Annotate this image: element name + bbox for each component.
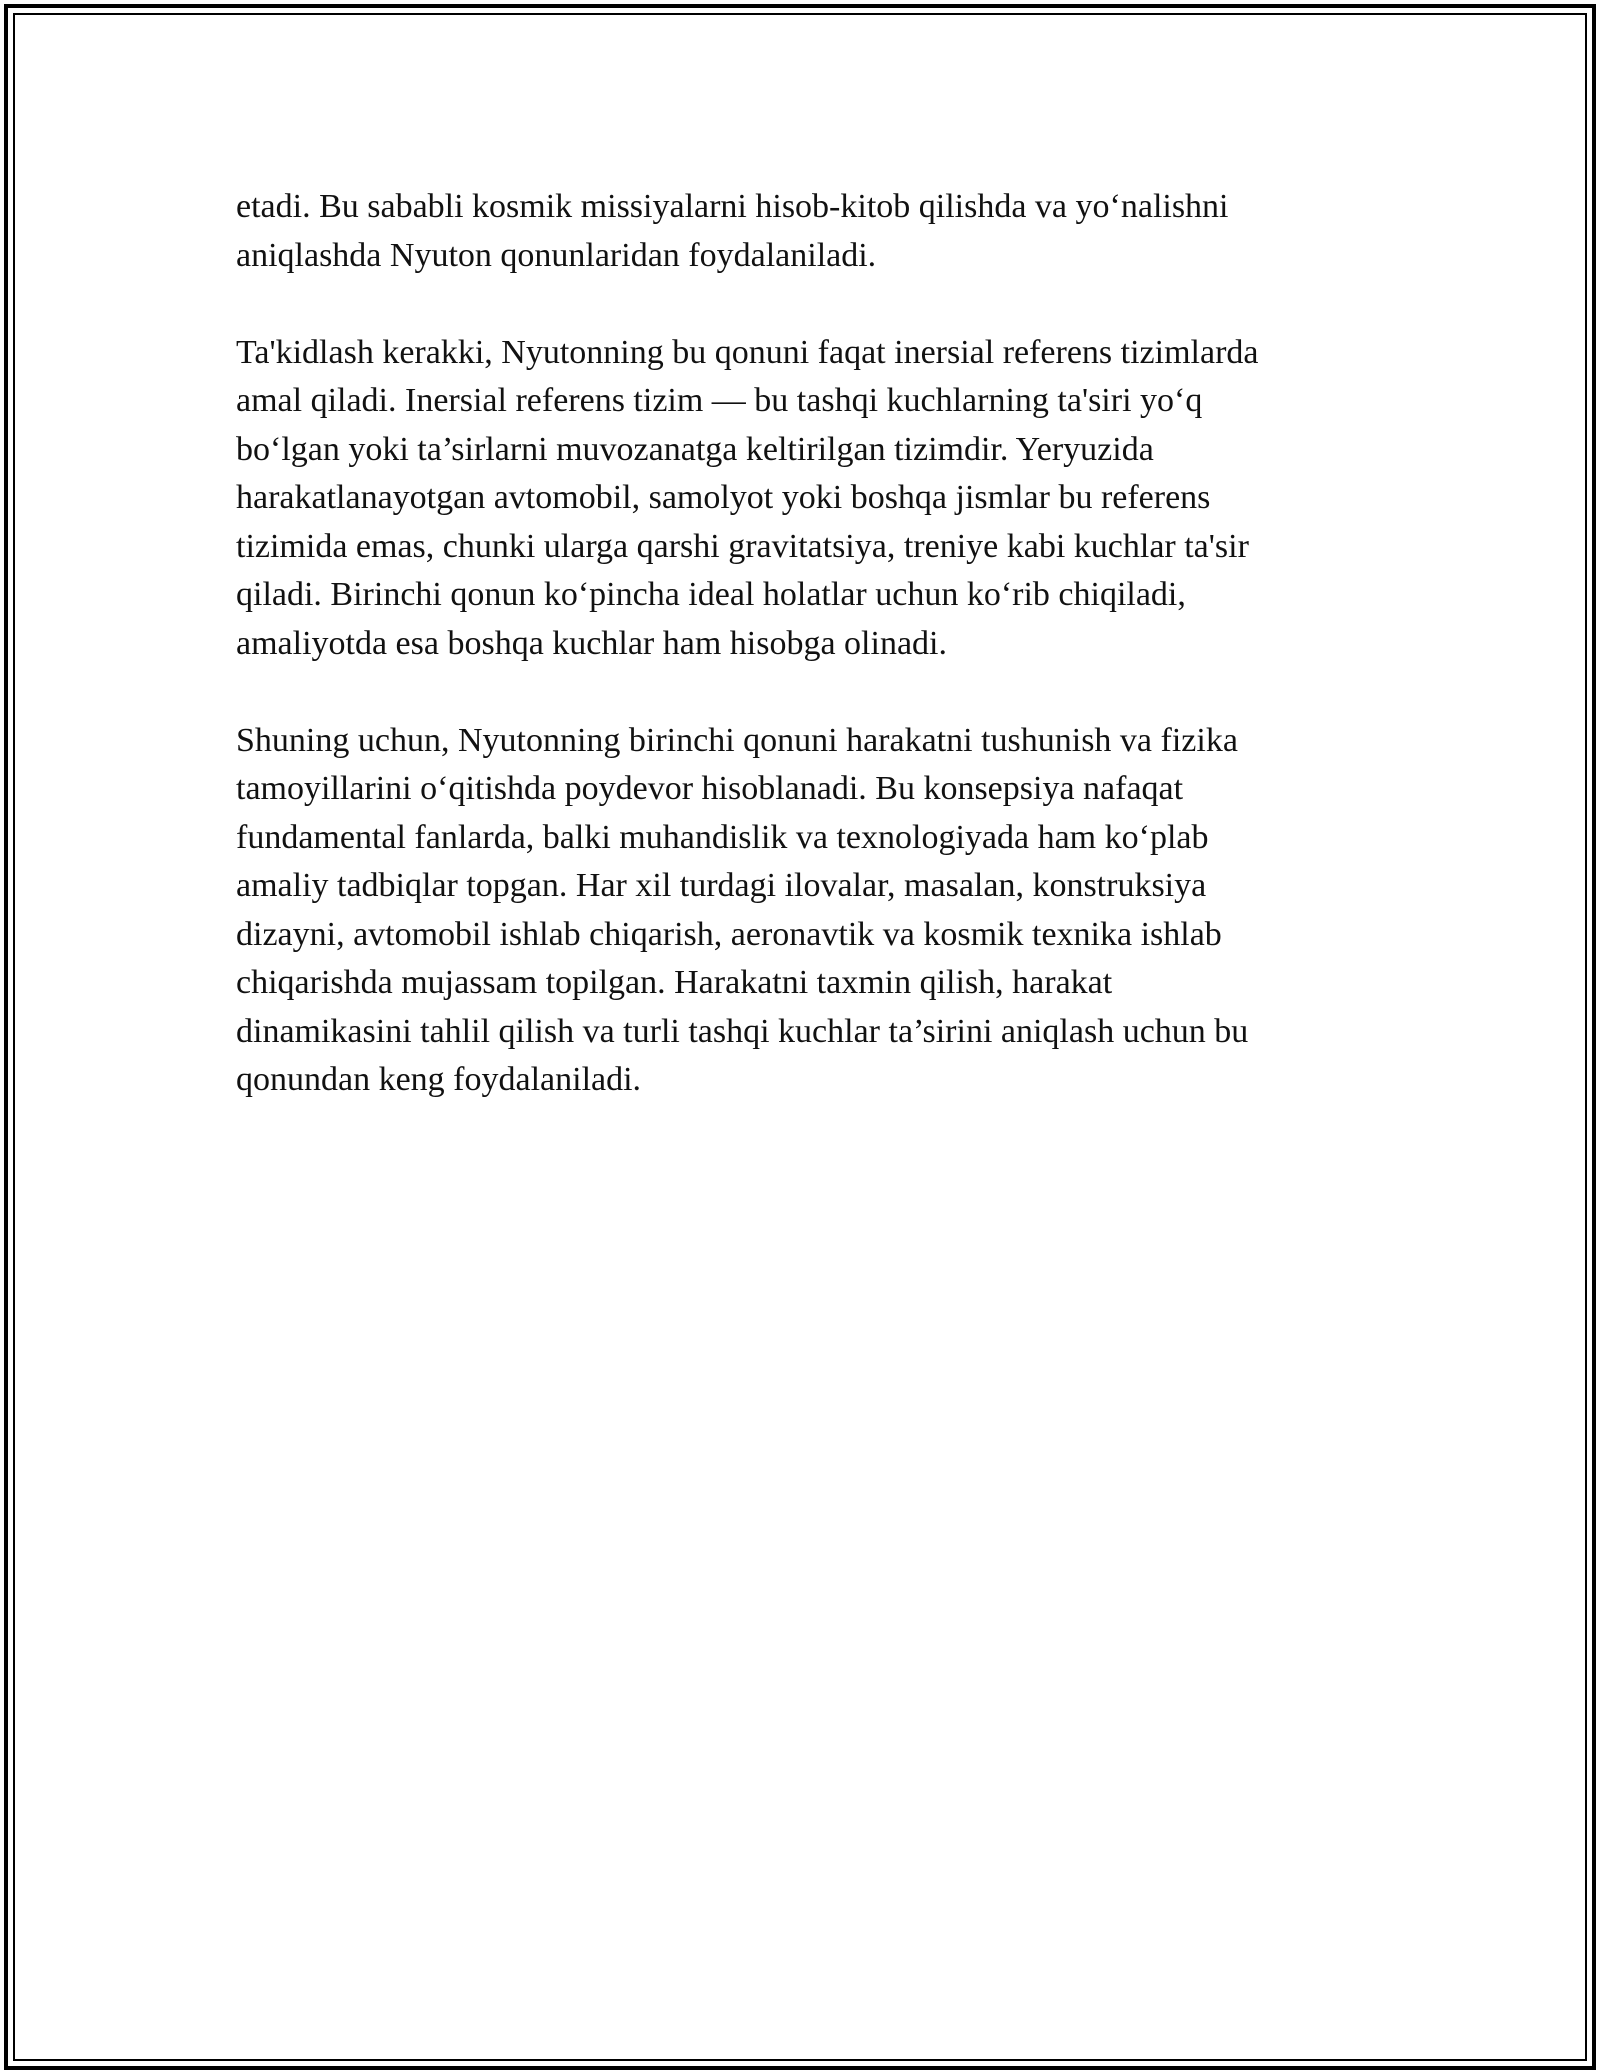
text-line: qiladi. Birinchi qonun ko‘pincha ideal holatlar uchun ko‘rib chiqiladi, xyxy=(236,576,1186,613)
text-line: tamoyillarini o‘qitishda poydevor hisoblanadi. Bu konsepsiya nafaqat xyxy=(236,770,1184,807)
text-line: amal qiladi. Inersial referens tizim — bu tashqi kuchlarning ta'siri yo‘q xyxy=(236,382,1203,419)
text-line: etadi. Bu sababli kosmik missiyalarni hisob-kitob qilishda va yo‘nalishni xyxy=(236,188,1229,225)
paragraph-1 xyxy=(236,183,1366,280)
text-line: chiqarishda mujassam topilgan. Harakatni taxmin qilish, harakat xyxy=(236,964,1113,1001)
text-line: Shuning uchun, Nyutonning birinchi qonuni harakatni tushunish va fizika xyxy=(236,721,1238,759)
document-body xyxy=(236,183,1366,1153)
paragraph-2 xyxy=(236,329,1366,669)
text-line: aniqlashda Nyuton qonunlaridan foydalaniladi. xyxy=(236,236,877,274)
text-line: tizimida emas, chunki ularga qarshi gravitatsiya, treniye kabi kuchlar ta'sir xyxy=(236,527,1249,565)
paragraph-3 xyxy=(236,717,1366,1105)
text-line: dinamikasini tahlil qilish va turli tashqi kuchlar ta’sirini aniqlash uchun bu xyxy=(236,1012,1249,1050)
text-line: amaliy tadbiqlar topgan. Har xil turdagi ilovalar, masalan, konstruksiya xyxy=(236,867,1207,904)
text-line: Ta'kidlash kerakki, Nyutonning bu qonuni faqat inersial referens tizimlarda xyxy=(236,333,1259,371)
text-line: amaliyotda esa boshqa kuchlar ham hisobga olinadi. xyxy=(236,624,947,662)
text-line: harakatlanayotgan avtomobil, samolyot yoki boshqa jismlar bu referens xyxy=(236,479,1211,516)
text-line: qonundan keng foydalaniladi. xyxy=(236,1061,642,1098)
text-line: bo‘lgan yoki ta’sirlarni muvozanatga keltirilgan tizimdir. Yeryuzida xyxy=(236,430,1154,468)
text-line: dizayni, avtomobil ishlab chiqarish, aeronavtik va kosmik texnika ishlab xyxy=(236,915,1222,953)
text-line: fundamental fanlarda, balki muhandislik va texnologiyada ham ko‘plab xyxy=(236,818,1209,856)
